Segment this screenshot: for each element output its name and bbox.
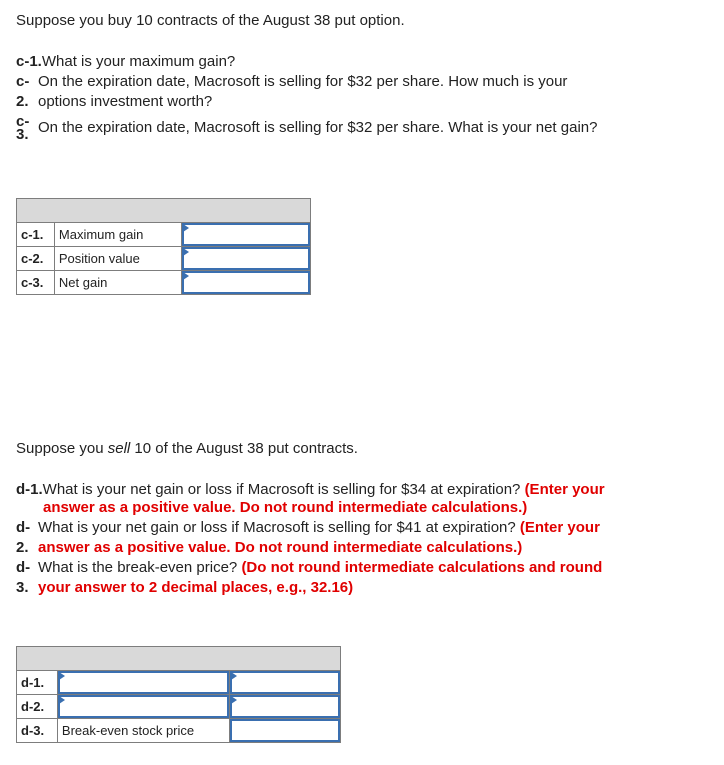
part-c-answer-table	[16, 198, 311, 295]
input-marker-icon	[183, 224, 189, 232]
row-label: d-2.	[17, 695, 58, 719]
row-description: Position value	[54, 247, 181, 271]
table-header-row	[17, 199, 311, 223]
question-instruction: answer as a positive value. Do not round intermediate calculations.)	[43, 499, 528, 516]
question-label: c-1.	[16, 53, 42, 70]
question-text: On the expiration date, Macrosoft is selling for $32 per share. What is your net gain?	[38, 119, 598, 136]
row-label: d-3.	[17, 719, 58, 743]
part-c-questions	[16, 52, 710, 141]
question-label: c- 2.	[16, 73, 30, 110]
input-marker-icon	[183, 248, 189, 256]
break-even-price-input[interactable]	[230, 719, 340, 742]
question-c2	[16, 72, 710, 112]
part-c-intro: Suppose you buy 10 contracts of the August 38 put option.	[16, 12, 405, 29]
question-label: c- 3.	[16, 113, 30, 143]
input-marker-icon	[231, 672, 237, 680]
row-description: Break-even stock price	[57, 719, 229, 743]
question-c3	[16, 115, 710, 141]
question-text: What is your maximum gain?	[41, 53, 236, 70]
question-label: d- 3.	[16, 559, 31, 596]
question-instruction: (Enter your	[524, 481, 605, 498]
question-instruction: your answer to 2 decimal places, e.g., 32.16)	[38, 579, 354, 596]
input-marker-icon	[59, 696, 65, 704]
question-label: d-1.	[16, 481, 43, 498]
question-instruction: (Do not round intermediate calculations and round	[241, 559, 603, 576]
net-gain-input[interactable]	[182, 271, 310, 294]
row-description: Net gain	[54, 271, 181, 295]
table-row	[17, 695, 341, 719]
row-description: Maximum gain	[54, 223, 181, 247]
row-label: c-3.	[17, 271, 55, 295]
question-text: What is the break-even price?	[38, 559, 242, 576]
question-d1	[16, 480, 710, 518]
question-instruction: answer as a positive value. Do not round intermediate calculations.)	[38, 539, 523, 556]
question-instruction: (Enter your	[519, 519, 600, 536]
net-gain-or-loss-41-input[interactable]	[230, 695, 340, 718]
table-row	[17, 271, 311, 295]
table-row	[17, 671, 341, 695]
maximum-gain-input[interactable]	[182, 223, 310, 246]
net-gain-or-loss-label-select[interactable]	[58, 671, 229, 694]
row-label: c-2.	[17, 247, 55, 271]
table-row	[17, 719, 341, 743]
input-marker-icon	[59, 672, 65, 680]
net-gain-or-loss-label-select[interactable]	[58, 695, 229, 718]
table-header-row	[17, 647, 341, 671]
position-value-input[interactable]	[182, 247, 310, 270]
part-d-questions	[16, 480, 710, 598]
question-text: On the expiration date, Macrosoft is selling for $32 per share. How much is your options investment worth?	[38, 73, 568, 110]
table-row	[17, 223, 311, 247]
question-d2	[16, 518, 710, 558]
question-label: d- 2.	[16, 519, 31, 556]
question-c1	[16, 52, 710, 72]
question-d3	[16, 558, 710, 598]
part-d-answer-table	[16, 646, 341, 743]
input-marker-icon	[183, 272, 189, 280]
input-marker-icon	[231, 696, 237, 704]
question-text: What is your net gain or loss if Macrosoft is selling for $34 at expiration?	[42, 481, 525, 498]
net-gain-or-loss-34-input[interactable]	[230, 671, 340, 694]
question-text: What is your net gain or loss if Macrosoft is selling for $41 at expiration?	[38, 519, 520, 536]
row-label: c-1.	[17, 223, 55, 247]
part-d-intro: Suppose you sell 10 of the August 38 put contracts.	[16, 440, 358, 457]
table-row	[17, 247, 311, 271]
row-label: d-1.	[17, 671, 58, 695]
